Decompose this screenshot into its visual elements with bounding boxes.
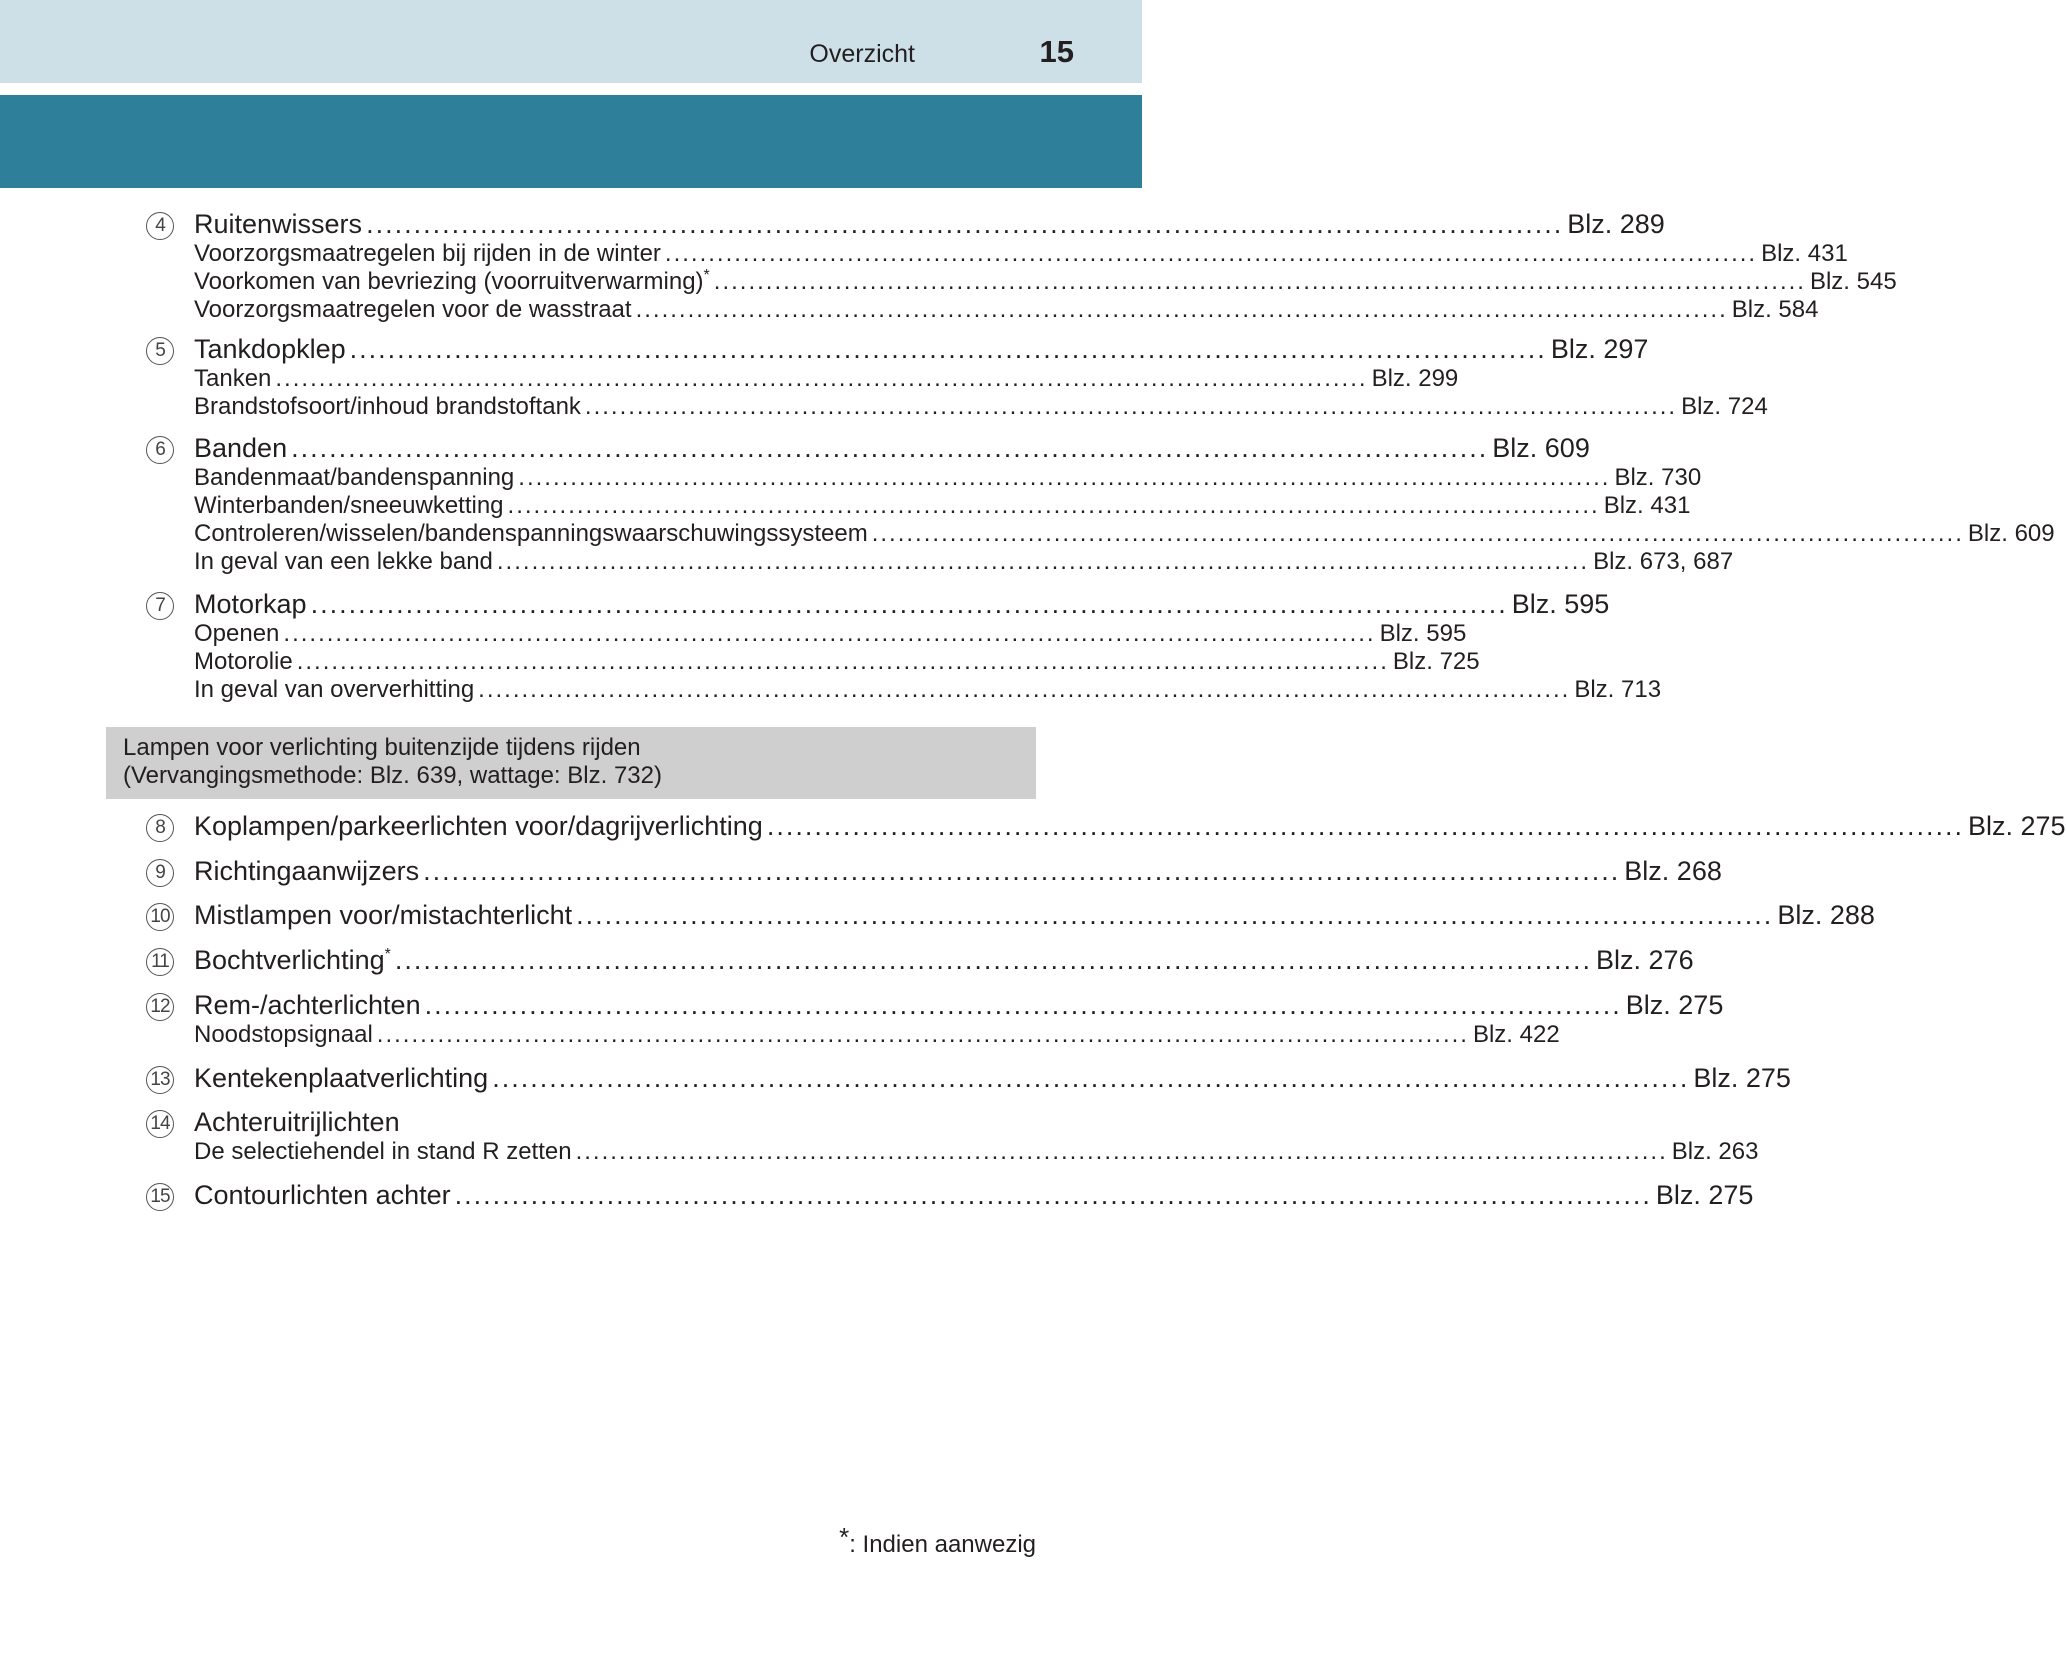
item-label: Achteruitrijlichten bbox=[194, 1107, 400, 1137]
sub-label: In geval van een lekke band bbox=[194, 548, 493, 575]
dot-leader: .............................................................................................................................. bbox=[394, 945, 1593, 975]
dot-leader: .............................................................................................................................. bbox=[423, 856, 1621, 886]
sub-row bbox=[146, 240, 1848, 268]
item-number-badge: 11 bbox=[146, 948, 174, 976]
main-row bbox=[146, 432, 1590, 464]
page-ref: Blz. 275 bbox=[1693, 1063, 1791, 1093]
sub-label: Bandenmaat/bandenspanning bbox=[194, 464, 515, 491]
item-label: Richtingaanwijzers bbox=[194, 856, 420, 886]
item-label: Banden bbox=[194, 433, 288, 463]
entry-rem-achterlichten bbox=[146, 989, 1724, 1049]
lamp-info-line2: (Vervangingsmethode: Blz. 639, wattage: Blz. 732) bbox=[123, 762, 662, 789]
page-ref: Blz. 724 bbox=[1681, 393, 1768, 420]
sub-row bbox=[146, 296, 1819, 324]
item-label-text: Bochtverlichting bbox=[194, 945, 385, 975]
sub-label-text: Voorkomen van bevriezing (voorruitverwarming) bbox=[194, 268, 704, 295]
dot-leader: .............................................................................................................................. bbox=[366, 209, 1564, 239]
sub-label: In geval van oververhitting bbox=[194, 676, 475, 703]
sub-row bbox=[146, 393, 1768, 421]
page-ref: Blz. 431 bbox=[1761, 240, 1848, 267]
page-ref: Blz. 595 bbox=[1379, 620, 1467, 647]
sub-label: De selectiehendel in stand R zetten bbox=[194, 1138, 572, 1165]
dot-leader: .............................................................................................................................. bbox=[291, 433, 1489, 463]
item-number-badge: 15 bbox=[146, 1183, 174, 1211]
item-label: Kentekenplaatverlichting bbox=[194, 1063, 489, 1093]
footnote-star: * bbox=[384, 946, 391, 963]
dot-leader: .............................................................................................................................. bbox=[713, 268, 1806, 295]
page-ref: Blz. 595 bbox=[1511, 589, 1610, 619]
dot-leader: .............................................................................................................................. bbox=[518, 464, 1611, 491]
item-label: Ruitenwissers bbox=[194, 209, 363, 239]
dot-leader: .............................................................................................................................. bbox=[635, 296, 1728, 323]
item-number-badge: 9 bbox=[146, 859, 174, 887]
item-label: Koplampen/parkeerlichten voor/dagrijverlichting bbox=[194, 811, 763, 841]
dot-leader: .............................................................................................................................. bbox=[507, 492, 1600, 519]
sub-row bbox=[146, 548, 1734, 576]
item-label: Mistlampen voor/mistachterlicht bbox=[194, 900, 573, 930]
page-ref: Blz. 725 bbox=[1392, 648, 1480, 675]
page-ref: Blz. 713 bbox=[1574, 676, 1662, 703]
page-ref: Blz. 275 bbox=[1625, 990, 1724, 1020]
sub-row bbox=[146, 520, 2055, 548]
main-row bbox=[146, 899, 1875, 931]
dot-leader: .............................................................................................................................. bbox=[871, 520, 1964, 547]
page-number: 15 bbox=[1039, 34, 1074, 69]
sub-label: Tanken bbox=[194, 365, 272, 392]
page-ref: Blz. 730 bbox=[1614, 464, 1702, 491]
lamp-info-box bbox=[106, 727, 1036, 799]
page-ref: Blz. 276 bbox=[1596, 945, 1694, 975]
lamp-info-line1: Lampen voor verlichting buitenzijde tijdens rijden bbox=[123, 734, 641, 761]
dot-leader: .............................................................................................................................. bbox=[349, 334, 1547, 364]
main-row bbox=[146, 1062, 1791, 1094]
dot-leader: .............................................................................................................................. bbox=[424, 990, 1622, 1020]
main-row bbox=[146, 810, 2066, 842]
item-number-badge: 7 bbox=[146, 592, 174, 620]
main-row bbox=[146, 944, 1694, 976]
entry-koplampen bbox=[146, 810, 2066, 842]
dot-leader: .............................................................................................................................. bbox=[310, 589, 1508, 619]
item-number-badge: 10 bbox=[146, 903, 174, 931]
footnote-star: * bbox=[839, 1522, 850, 1552]
sub-row bbox=[146, 1021, 1560, 1049]
item-number-badge: 12 bbox=[146, 993, 174, 1021]
entry-achteruitrijlichten bbox=[146, 1106, 1759, 1166]
dot-leader: .............................................................................................................................. bbox=[575, 1138, 1668, 1165]
item-label bbox=[146, 944, 391, 976]
header-band bbox=[0, 0, 1142, 83]
dot-leader: .............................................................................................................................. bbox=[576, 900, 1774, 930]
item-number-badge: 5 bbox=[146, 337, 174, 365]
entry-contourlichten bbox=[146, 1179, 1754, 1211]
main-row bbox=[146, 989, 1724, 1021]
item-number-badge: 14 bbox=[146, 1110, 174, 1138]
sub-label: Brandstofsoort/inhoud brandstoftank bbox=[194, 393, 581, 420]
sub-row bbox=[146, 676, 1662, 704]
page-ref: Blz. 545 bbox=[1809, 268, 1897, 295]
page-ref: Blz. 673, 687 bbox=[1593, 548, 1734, 575]
page-ref: Blz. 609 bbox=[1492, 433, 1590, 463]
item-number-badge: 4 bbox=[146, 212, 174, 240]
main-row bbox=[146, 333, 1649, 365]
page-ref: Blz. 422 bbox=[1472, 1021, 1560, 1048]
page-ref: Blz. 431 bbox=[1603, 492, 1691, 519]
page-ref: Blz. 288 bbox=[1777, 900, 1875, 930]
page-ref: Blz. 268 bbox=[1624, 856, 1722, 886]
entry-kentekenplaatverlichting bbox=[146, 1062, 1791, 1094]
sub-row bbox=[146, 365, 1459, 393]
sub-label: Controleren/wisselen/bandenspanningswaarschuwingssysteem bbox=[194, 520, 868, 547]
page-ref: Blz. 263 bbox=[1671, 1138, 1759, 1165]
page-ref: Blz. 609 bbox=[1967, 520, 2055, 547]
dot-leader: .............................................................................................................................. bbox=[283, 620, 1376, 647]
main-row bbox=[146, 588, 1610, 620]
sub-row bbox=[146, 464, 1702, 492]
page-ref: Blz. 275 bbox=[1968, 811, 2066, 841]
sub-label: Voorzorgsmaatregelen voor de wasstraat bbox=[194, 296, 632, 323]
footnote-star: * bbox=[703, 267, 710, 284]
page-ref: Blz. 297 bbox=[1550, 334, 1649, 364]
sub-row bbox=[146, 492, 1691, 520]
main-row bbox=[146, 208, 1665, 240]
entry-banden bbox=[146, 432, 2055, 576]
item-number-badge: 13 bbox=[146, 1066, 174, 1094]
entry-ruitenwissers bbox=[146, 208, 1897, 324]
page-ref: Blz. 275 bbox=[1655, 1180, 1754, 1210]
main-row bbox=[146, 1179, 1754, 1211]
main-row bbox=[146, 855, 1722, 887]
item-label: Contourlichten achter bbox=[194, 1180, 451, 1210]
page-ref: Blz. 584 bbox=[1731, 296, 1819, 323]
dot-leader: .............................................................................................................................. bbox=[766, 811, 1964, 841]
dot-leader: .............................................................................................................................. bbox=[492, 1063, 1690, 1093]
entry-tankdopklep bbox=[146, 333, 1768, 421]
item-label: Tankdopklep bbox=[194, 334, 346, 364]
footnote-text: : Indien aanwezig bbox=[849, 1531, 1036, 1558]
sub-row bbox=[146, 620, 1467, 648]
entry-bochtverlichting bbox=[146, 944, 1694, 976]
page-ref: Blz. 289 bbox=[1567, 209, 1665, 239]
dot-leader: .............................................................................................................................. bbox=[584, 393, 1678, 420]
sub-label: Motorolie bbox=[194, 648, 293, 675]
sub-label: Voorzorgsmaatregelen bij rijden in de winter bbox=[194, 240, 661, 267]
entry-richtingaanwijzers bbox=[146, 855, 1722, 887]
chapter-title: Overzicht bbox=[809, 40, 915, 68]
dot-leader: .............................................................................................................................. bbox=[376, 1021, 1469, 1048]
sub-row bbox=[146, 648, 1480, 676]
main-row bbox=[146, 1106, 988, 1138]
page-ref: Blz. 299 bbox=[1371, 365, 1459, 392]
item-number-badge: 6 bbox=[146, 436, 174, 464]
sub-label bbox=[146, 268, 710, 296]
sub-label: Winterbanden/sneeuwketting bbox=[194, 492, 504, 519]
item-label: Rem-/achterlichten bbox=[194, 990, 421, 1020]
entry-motorkap bbox=[146, 588, 1662, 704]
item-label: Motorkap bbox=[194, 589, 307, 619]
item-number-badge: 8 bbox=[146, 814, 174, 842]
dot-leader: .............................................................................................................................. bbox=[478, 676, 1571, 703]
dot-leader: .............................................................................................................................. bbox=[454, 1180, 1652, 1210]
dot-leader: .............................................................................................................................. bbox=[664, 240, 1758, 267]
sub-label: Openen bbox=[194, 620, 280, 647]
sub-row bbox=[146, 1138, 1759, 1166]
dot-leader: .............................................................................................................................. bbox=[275, 365, 1368, 392]
chapter-banner bbox=[0, 95, 1142, 188]
entry-mistlampen bbox=[146, 899, 1875, 931]
dot-leader: .............................................................................................................................. bbox=[296, 648, 1389, 675]
sub-row bbox=[146, 267, 1897, 296]
sub-label: Noodstopsignaal bbox=[194, 1021, 373, 1048]
footnote bbox=[839, 1522, 1036, 1559]
dot-leader: .............................................................................................................................. bbox=[496, 548, 1590, 575]
